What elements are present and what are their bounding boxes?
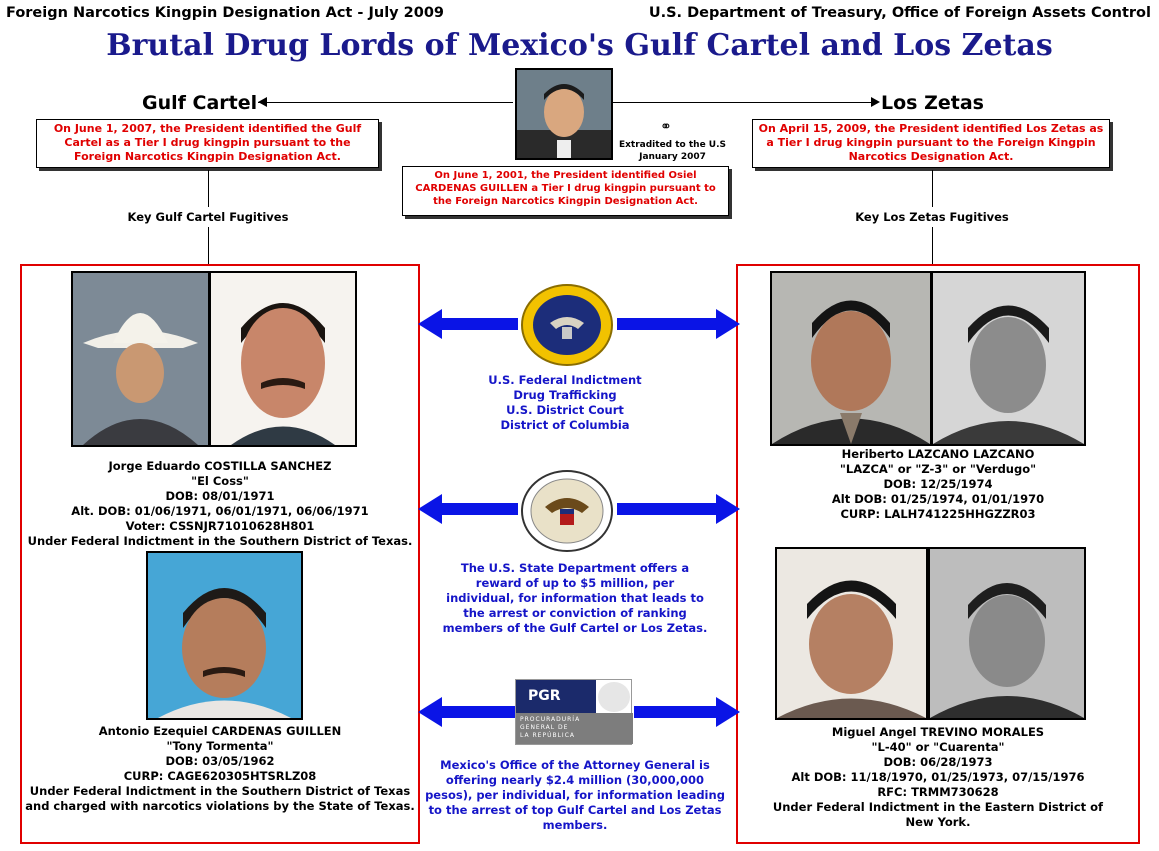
arrowhead-right-icon	[871, 97, 880, 107]
costilla-alt-dob: Alt. DOB: 01/06/1971, 06/01/1971, 06/06/1971	[71, 504, 369, 518]
header-left: Foreign Narcotics Kingpin Designation Act - July 2009	[6, 5, 445, 21]
pgr-logo-text	[520, 716, 580, 740]
state-arrow-left-icon	[418, 494, 518, 524]
state-line-4: the arrest or conviction of ranking	[463, 606, 687, 620]
osiel-photo	[515, 68, 613, 160]
cardenas-photo	[146, 551, 303, 720]
doj-line-3: U.S. District Court	[506, 403, 624, 417]
pgr-logo	[515, 679, 632, 745]
doj-arrow-right-icon	[617, 309, 740, 339]
doj-line-4: District of Columbia	[500, 418, 630, 432]
trevino-rfc: RFC: TRMM730628	[877, 785, 999, 799]
pgr-line-2: offering nearly $2.4 million (30,000,000	[445, 773, 705, 787]
pgr-logo-line-3: LA REPÚBLICA	[520, 732, 575, 739]
pgr-line-3: pesos), per individual, for information leading	[425, 788, 725, 802]
osiel-designation-box: On June 1, 2001, the President identified Osiel CARDENAS GUILLEN a Tier I drug kingpin pursuant to the Foreign Narcotics Kingpin Designation Act.	[402, 166, 729, 216]
lazcano-info	[737, 447, 1139, 522]
extradited-note	[615, 139, 730, 163]
lazcano-dob: DOB: 12/25/1974	[883, 477, 993, 491]
trevino-photo-2	[928, 547, 1086, 720]
doj-line-2: Drug Trafficking	[513, 388, 617, 402]
cardenas-indictment: Under Federal Indictment in the Southern District of Texas	[29, 784, 411, 798]
los-zetas-designation-box: On April 15, 2009, the President identified Los Zetas as a Tier I drug kingpin pursuant to the Foreign Kingpin Narcotics Designation Act.	[752, 119, 1110, 168]
doj-text	[440, 373, 690, 433]
doj-arrow-left-icon	[418, 309, 518, 339]
pgr-logo-abbr: PGR	[528, 688, 561, 704]
cardenas-name: Antonio Ezequiel CARDENAS GUILLEN	[98, 724, 342, 738]
doj-seal-icon	[520, 283, 614, 367]
trevino-photo-1	[775, 547, 928, 720]
lazcano-photo-2	[931, 271, 1086, 446]
doj-line-1: U.S. Federal Indictment	[488, 373, 642, 387]
gulf-connector-line-bottom	[208, 227, 209, 264]
trevino-name: Miguel Angel TREVINO MORALES	[831, 725, 1045, 739]
state-line-5: members of the Gulf Cartel or Los Zetas.	[442, 621, 708, 635]
costilla-alias: "El Coss"	[191, 474, 249, 488]
extradited-line-2: January 2007	[639, 152, 706, 162]
lazcano-curp: CURP: LALH741225HHGZZR03	[840, 507, 1036, 521]
cardenas-charges: and charged with narcotics violations by the State of Texas.	[25, 799, 415, 813]
handcuffs-icon: ⚭	[660, 119, 672, 135]
los-zetas-label: Los Zetas	[881, 92, 984, 114]
lazcano-photo-1	[770, 271, 932, 446]
trevino-indictment: Under Federal Indictment in the Eastern District of	[772, 800, 1104, 814]
connector-left	[258, 102, 513, 103]
pgr-arrow-right-icon	[634, 697, 740, 727]
extradited-line-1: Extradited to the U.S	[618, 140, 727, 150]
pgr-line-4: to the arrest of top Gulf Cartel and Los Zetas	[428, 803, 722, 817]
lazcano-name: Heriberto LAZCANO LAZCANO	[841, 447, 1035, 461]
costilla-dob: DOB: 08/01/1971	[165, 489, 275, 503]
costilla-voter: Voter: CSSNJR71010628H801	[125, 519, 315, 533]
arrowhead-left-icon	[258, 97, 267, 107]
trevino-indictment-district: New York.	[905, 815, 971, 829]
cardenas-dob: DOB: 03/05/1962	[165, 754, 275, 768]
lazcano-alias: "LAZCA" or "Z-3" or "Verdugo"	[839, 462, 1037, 476]
cardenas-alias: "Tony Tormenta"	[166, 739, 274, 753]
costilla-info	[21, 459, 419, 549]
cardenas-curp: CURP: CAGE620305HTSRLZ08	[123, 769, 317, 783]
costilla-photo-1	[71, 271, 210, 447]
costilla-photo-2	[209, 271, 357, 447]
trevino-alias: "L-40" or "Cuarenta"	[871, 740, 1005, 754]
trevino-info	[737, 725, 1139, 830]
state-line-3: individual, for information that leads to	[446, 591, 704, 605]
state-dept-text	[440, 561, 710, 636]
trevino-alt-dob: Alt DOB: 11/18/1970, 01/25/1973, 07/15/1976	[791, 770, 1085, 784]
zetas-fugitives-label: Key Los Zetas Fugitives	[855, 210, 1009, 224]
zetas-connector-line-bottom	[932, 227, 933, 264]
pgr-arrow-left-icon	[418, 697, 518, 727]
gulf-fugitives-label: Key Gulf Cartel Fugitives	[127, 210, 289, 224]
connector-right	[613, 102, 871, 103]
pgr-line-1: Mexico's Office of the Attorney General is	[440, 758, 710, 772]
gulf-cartel-label: Gulf Cartel	[142, 92, 258, 114]
header-right: U.S. Department of Treasury, Office of Foreign Assets Control	[648, 5, 1151, 21]
gulf-connector-line-top	[208, 170, 209, 207]
zetas-connector-line-top	[932, 170, 933, 207]
trevino-dob: DOB: 06/28/1973	[883, 755, 993, 769]
pgr-line-5: members.	[542, 818, 608, 832]
state-line-2: reward of up to $5 million, per	[475, 576, 675, 590]
state-line-1: The U.S. State Department offers a	[460, 561, 690, 575]
cardenas-info	[21, 724, 419, 814]
mexico-eagle-icon	[598, 682, 630, 712]
costilla-indictment: Under Federal Indictment in the Southern District of Texas.	[27, 534, 413, 548]
costilla-name: Jorge Eduardo COSTILLA SANCHEZ	[108, 459, 332, 473]
pgr-text	[425, 758, 725, 833]
gulf-cartel-designation-box: On June 1, 2007, the President identified the Gulf Cartel as a Tier I drug kingpin pursuant to the Foreign Narcotics Kingpin Designation Act.	[36, 119, 379, 168]
lazcano-alt-dob: Alt DOB: 01/25/1974, 01/01/1970	[831, 492, 1045, 506]
state-arrow-right-icon	[617, 494, 740, 524]
page-title: Brutal Drug Lords of Mexico's Gulf Cartel and Los Zetas	[106, 28, 1053, 63]
pgr-logo-line-1: PROCURADURÍA	[520, 716, 581, 723]
pgr-logo-line-2: GENERAL DE	[520, 724, 569, 731]
state-dept-seal-icon	[520, 469, 614, 553]
